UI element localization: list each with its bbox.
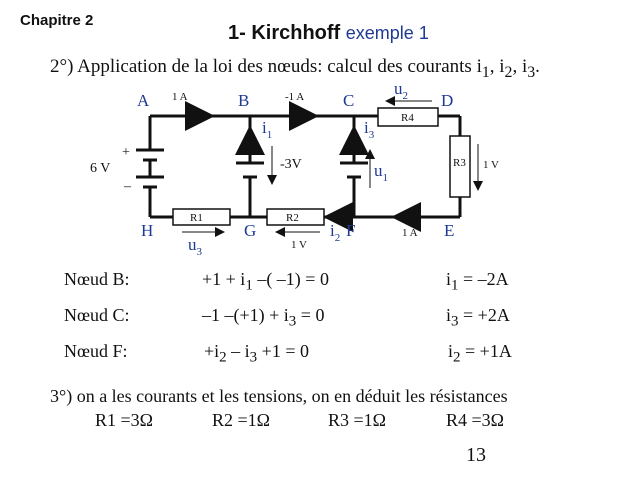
node-b: B [238,91,250,110]
var-i: i [499,56,505,77]
page-number: 13 [466,444,486,466]
node-e: E [444,221,455,240]
resistor-r3-label: R3 [453,157,466,169]
expr: – i [226,341,250,361]
expr: = +1A [460,341,512,361]
sub: 3 [527,63,536,81]
u2-label: $u_2$ [394,79,408,102]
node-d: D [441,91,454,110]
expr: i [446,305,452,325]
battery-branch-b [236,163,264,177]
current-ab-label: 1 A [172,91,188,103]
resistance-r4: R4 =3Ω [446,410,505,430]
section-text: 2°) Application de la loi des nœuds: calcul des courants [50,56,477,77]
wires [150,116,460,217]
equation-node-b-label: Nœud B: [64,269,130,289]
sub: 3 [451,313,459,330]
equation-node-f-expr [204,341,309,367]
expr: –1 –(+1) + i [202,305,289,325]
expr: = –2A [458,269,509,289]
source-plus: + [122,145,130,160]
sep: . [535,56,540,77]
r3-voltage-label: 1 V [483,159,499,171]
current-ef-label: 1 A [402,227,418,239]
sub: 1 [451,277,459,294]
equation-node-f-result [448,341,512,367]
expr: +1 = 0 [257,341,309,361]
resistor-r1-label: R1 [190,212,203,224]
node-h: H [141,221,154,240]
node-f: F [346,221,356,240]
i1-label: $i_1$ [262,118,273,141]
sub: 3 [288,313,297,330]
current-bc-label: -1 A [285,91,305,103]
u3-label: $u_3$ [188,235,202,258]
chapter-label: Chapitre 2 [20,12,94,29]
expr: –( –1) = 0 [252,269,329,289]
battery-branch-c [340,163,368,177]
equation-node-c-result [446,305,510,331]
sub: 1 [481,63,490,81]
expr: i [448,341,454,361]
resistance-r3: R3 =1Ω [328,410,387,430]
sub: 2 [453,349,461,366]
sep: , [512,56,522,77]
sub: 1 [245,277,253,294]
conclusion-text: 3°) on a les courants et les tensions, on en déduit les résistances [50,386,508,406]
resistance-r1: R1 =3Ω [95,410,154,430]
node-g: G [244,221,257,240]
equation-node-c-expr [202,305,324,331]
var-i: i [476,56,482,77]
sub: 3 [249,349,258,366]
resistance-r2: R2 =1Ω [212,410,271,430]
title-main: 1- Kirchhoff [228,22,341,44]
source-minus: – [124,179,131,194]
resistor-r4-label: R4 [401,112,414,124]
equation-node-b-result [446,269,509,295]
r2-voltage-label: 1 V [291,239,307,251]
i2-label: $i_2$ [330,221,341,244]
node-a: A [137,91,150,110]
sep: , [489,56,500,77]
equation-node-f-label: Nœud F: [64,341,128,361]
expr: = +2A [458,305,510,325]
equation-node-c-label: Nœud C: [64,305,130,325]
i3-label: $i_3$ [364,118,375,141]
var-i: i [521,56,528,77]
expr: i [446,269,452,289]
title-example: exemple 1 [345,23,429,43]
resistor-r2-label: R2 [286,212,299,224]
u1-label: $u_1$ [374,161,388,184]
source-voltage-label: 6 V [90,161,111,176]
sub: 2 [219,349,227,366]
sub: 2 [504,63,513,81]
node-c: C [343,91,355,110]
expr: = 0 [296,305,325,325]
equation-node-b-expr [202,269,329,295]
expr: +1 + i [202,269,246,289]
expr: +i [204,341,220,361]
branch-voltage-label: -3V [280,157,302,172]
